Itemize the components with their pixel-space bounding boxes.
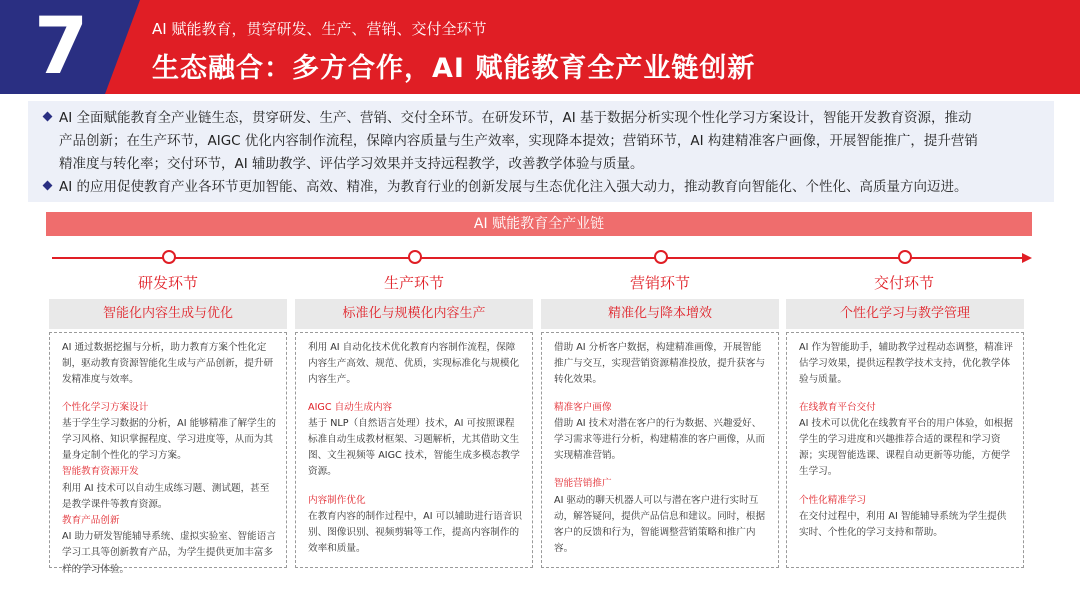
timeline-node: [162, 250, 176, 264]
item-title: 内容制作优化: [308, 494, 366, 506]
timeline-line: [52, 257, 1024, 259]
summary-line: 精准度与转化率；交付环节，AI 辅助教学、评估学习效果并支持远程教学，改善教学体验与质量。: [59, 156, 644, 172]
column-header-rd: 智能化内容生成与优化: [49, 299, 287, 329]
stage-label-production: 生产环节: [383, 274, 444, 292]
item-text: 借助 AI 技术对潜在客户的行为数据、兴趣爱好、学习需求等进行分析，构建精准的客户画像，从而实现精准营销。: [554, 417, 766, 462]
timeline-node: [654, 250, 668, 264]
item-text: 基于学生学习数据的分析，AI 能够精准了解学生的学习风格、知识掌握程度、学习进度等，从而为其量身定制个性化的学习方案。: [62, 417, 276, 462]
item-title: 个性化学习方案设计: [62, 401, 149, 413]
chain-title-bar: AI 赋能教育全产业链: [46, 212, 1032, 236]
summary-line: 产品创新；在生产环节，AIGC 优化内容制作流程，保障内容质量与生产效率，实现降本提效；营销环节，AI 构建精准客户画像，开展智能推广，提升营销: [59, 133, 978, 149]
column-intro: AI 通过数据挖掘与分析，助力教育方案个性化定制，驱动教育资源智能化生成与产品创新，提升研发精准度与效率。: [62, 342, 274, 386]
column-header-marketing: 精准化与降本增效: [541, 299, 779, 329]
column-header-production: 标准化与规模化内容生产: [295, 299, 533, 329]
stage-label-rd: 研发环节: [137, 274, 198, 292]
stage-label-delivery: 交付环节: [873, 274, 934, 292]
column-body-rd: [49, 332, 287, 575]
item-text: AI 助力研发智能辅导系统、虚拟实验室、智能语言学习工具等创新教育产品，为学生提供更加丰富多样的学习体验。: [62, 531, 276, 575]
item-title: 个性化精准学习: [799, 494, 867, 506]
item-text: AI 技术可以优化在线教育平台的用户体验，如根据学生的学习进度和兴趣推荐合适的课程和学习资源；实现智能选课、课程自动更新等功能，方便学生学习。: [799, 417, 1013, 478]
column-body-delivery: [786, 332, 1024, 568]
timeline-arrow-icon: [1022, 253, 1032, 263]
item-title: AIGC 自动生成内容: [308, 401, 393, 413]
item-title: 智能营销推广: [554, 478, 612, 490]
item-title: 教育产品创新: [62, 515, 120, 527]
page-title: 生态融合：多方合作，AI 赋能教育全产业链创新: [152, 53, 756, 84]
diamond-bullet-icon: [43, 112, 53, 122]
header-banner: [0, 0, 1080, 94]
item-title: 精准客户画像: [554, 401, 612, 413]
stage-label-marketing: 营销环节: [629, 274, 690, 292]
column-intro: 借助 AI 分析客户数据，构建精准画像，开展智能推广与交互，实现营销资源精准投放，提升获客与转化效果。: [554, 342, 766, 386]
column-body-marketing: [541, 332, 779, 568]
summary-line: AI 全面赋能教育全产业链生态，贯穿研发、生产、营销、交付全环节。在研发环节，AI 基于数据分析实现个性化学习方案设计，智能开发教育资源，推动: [59, 110, 972, 126]
header-subtitle: AI 赋能教育，贯穿研发、生产、营销、交付全环节: [152, 20, 487, 38]
summary-line: AI 的应用促使教育产业各环节更加智能、高效、精准，为教育行业的创新发展与生态优化注入强大动力，推动教育向智能化、个性化、高质量方向迈进。: [59, 179, 968, 195]
item-text: 基于 NLP（自然语言处理）技术，AI 可按照课程标准自动生成教材框架、习题解析，尤其借助文生图、文生视频等 AIGC 技术，智能生成多模态教学资源。: [308, 417, 520, 478]
item-text: 利用 AI 技术可以自动生成练习题、测试题，甚至是教学课件等教育资源。: [62, 482, 270, 510]
item-text: 在教育内容的制作过程中，AI 可以辅助进行语音识别、图像识别、视频剪辑等工作，提高内容制作的效率和质量。: [308, 510, 522, 555]
summary-bullet-2: [44, 176, 1044, 199]
item-title: 智能教育资源开发: [62, 466, 139, 478]
column-intro: 利用 AI 自动化技术优化教育内容制作流程，保障内容生产高效、规范、优质，实现标准化与规模化内容生产。: [308, 342, 520, 386]
column-intro: AI 作为智能助手，辅助教学过程动态调整，精准评估学习效果，提供远程教学技术支持，优化教学体验与质量。: [799, 342, 1013, 386]
column-body-production: [295, 332, 533, 568]
summary-box: [28, 101, 1054, 202]
section-number: 7: [34, 2, 89, 92]
diamond-bullet-icon: [43, 181, 53, 191]
column-header-delivery: 个性化学习与教学管理: [786, 299, 1024, 329]
summary-bullet-1: [44, 107, 1044, 176]
timeline-node: [408, 250, 422, 264]
item-text: AI 驱动的聊天机器人可以与潜在客户进行实时互动，解答疑问，提供产品信息和建议。同时，根据客户的反馈和行为，智能调整营销策略和推广内容。: [554, 494, 766, 555]
timeline-node: [898, 250, 912, 264]
item-title: 在线教育平台交付: [799, 401, 876, 413]
item-text: 在交付过程中，利用 AI 智能辅导系统为学生提供实时、个性化的学习支持和帮助。: [799, 510, 1007, 539]
